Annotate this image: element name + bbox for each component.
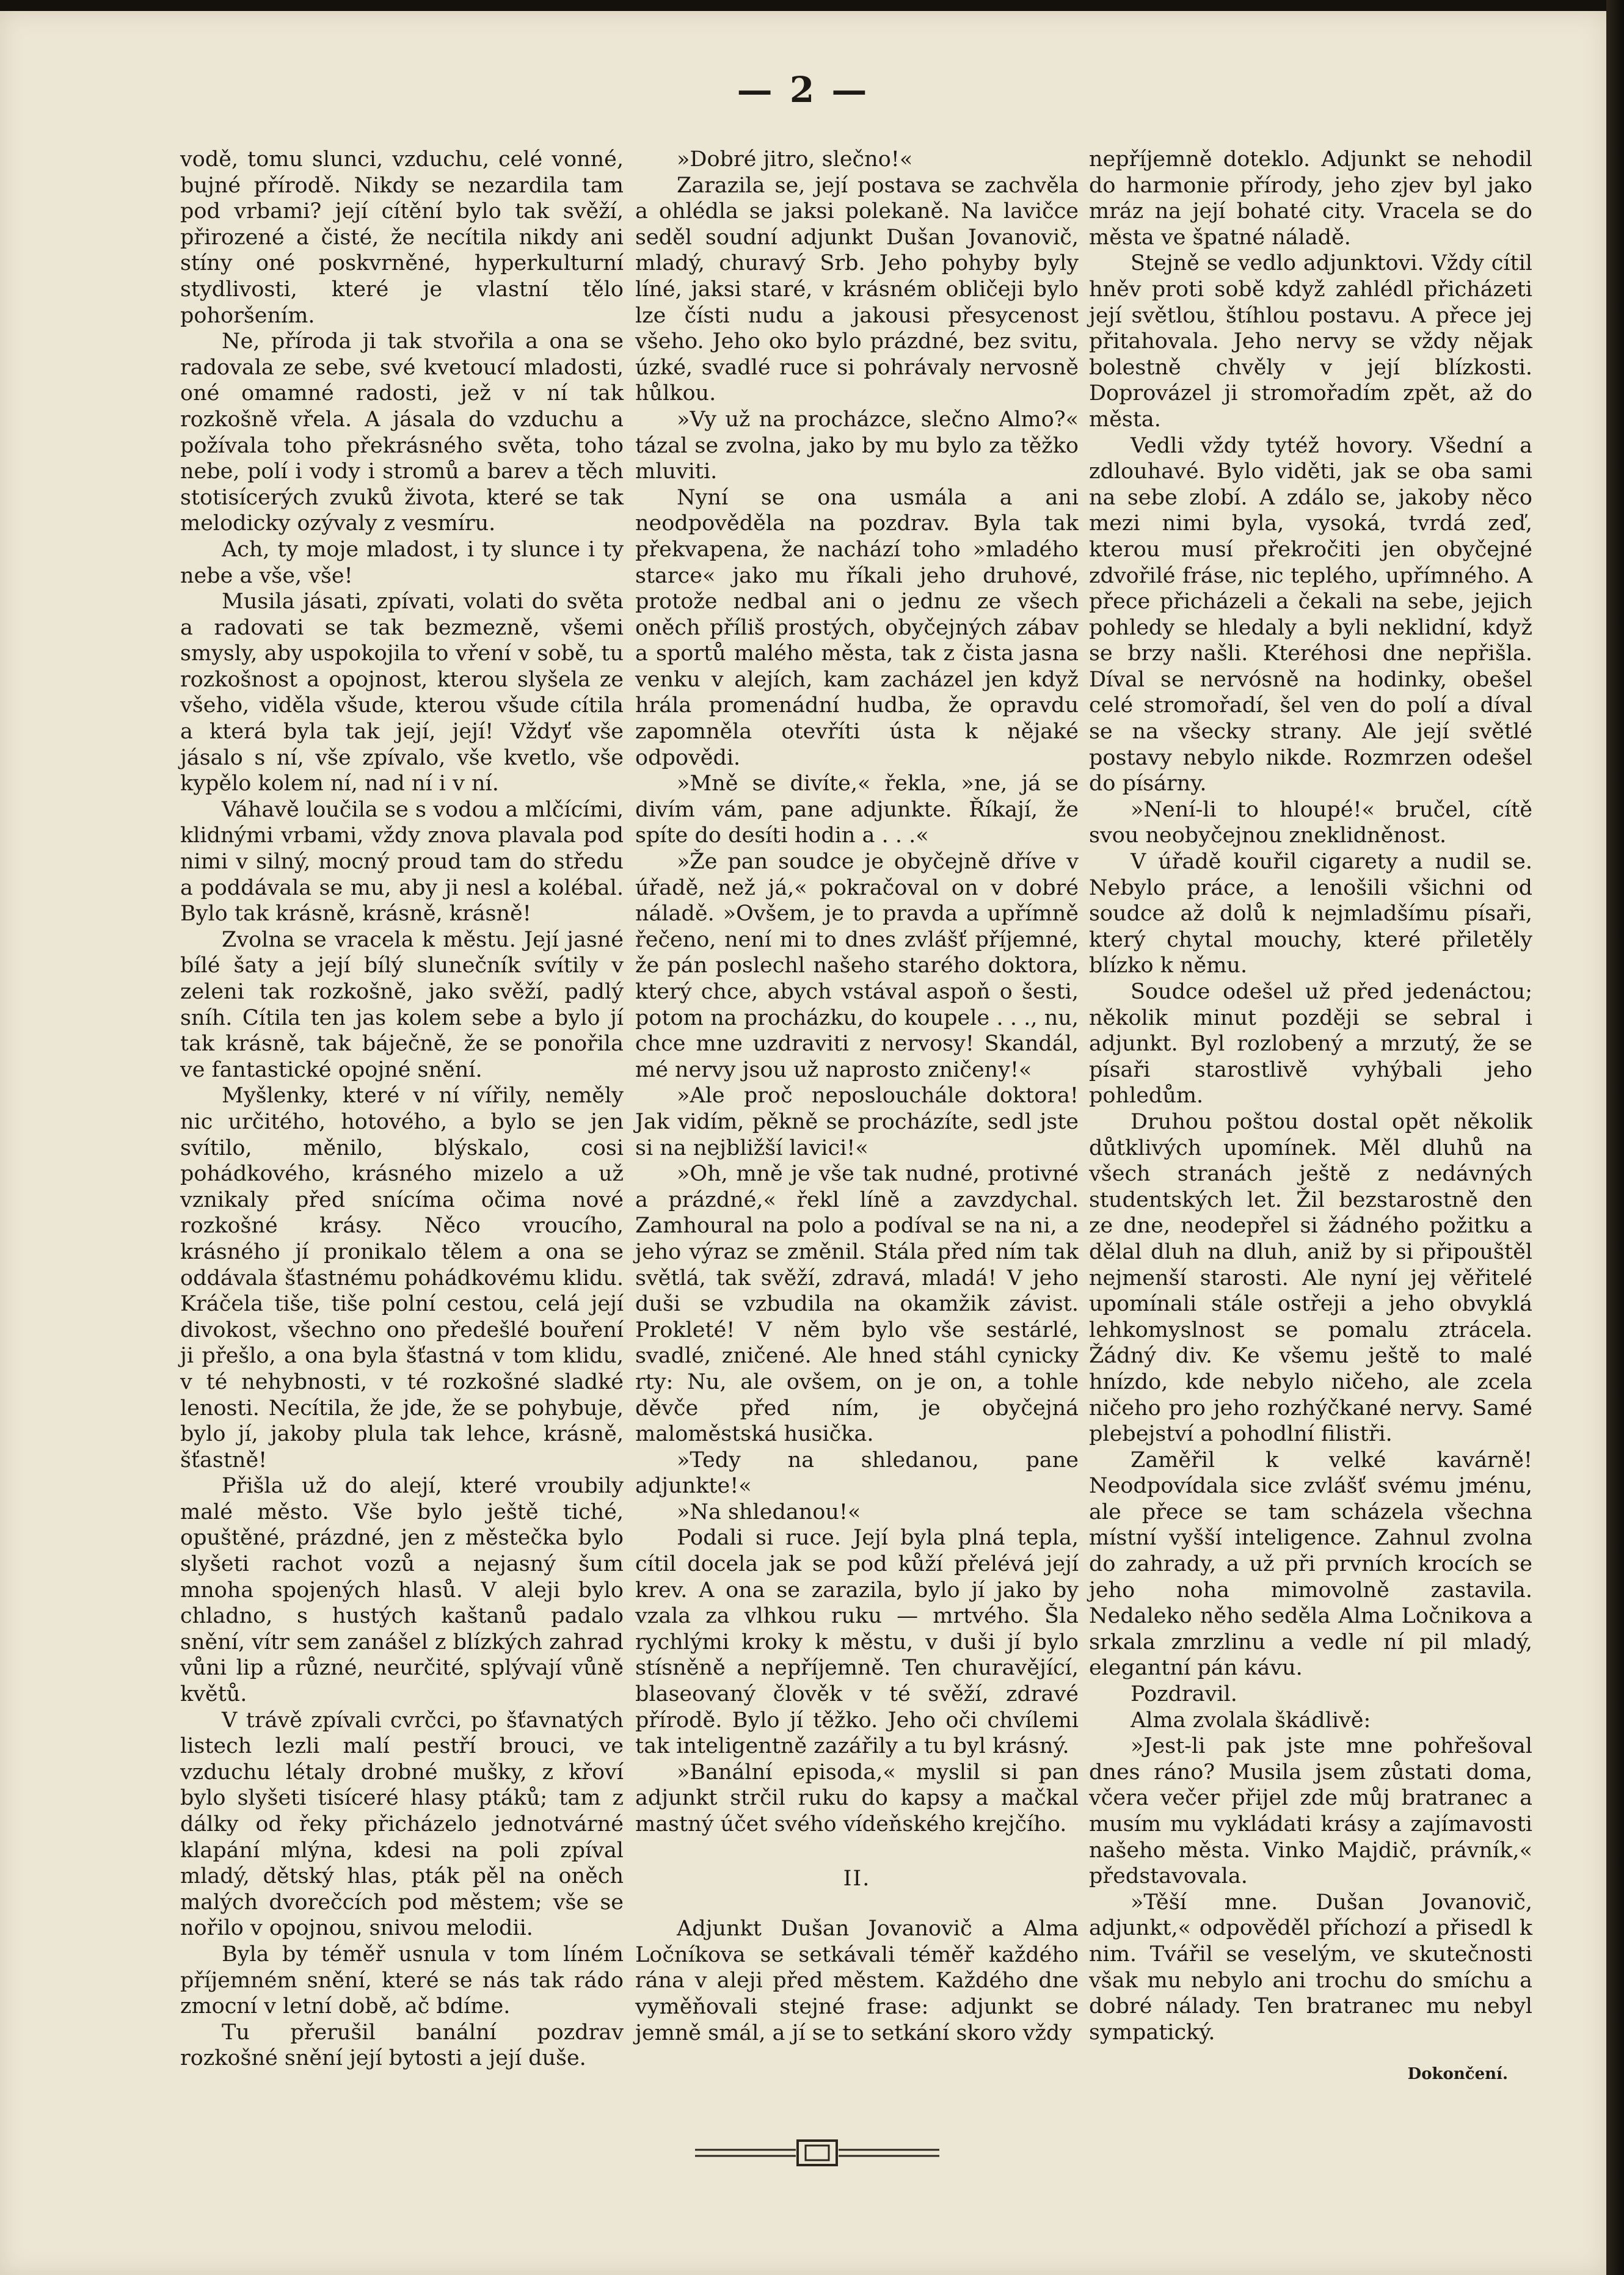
paragraph: Zaměřil k velké kavárně! Neodpovídala sice zvlášť svému jménu, ale přece se tam scházela všechna místní vyšší inteligence. Zahnul zvolna do zahrady, a už při prvních krocích se jeho noha mimovolně zastavila. Nedaleko něho seděla Alma Ločnikova a srkala zmrzlinu a vedle ní pil mladý, elegantní pán kávu. bbox=[1089, 1447, 1532, 1681]
paragraph: Zarazila se, její postava se zachvěla a ohlédla se jaksi polekaně. Na lavičce seděl soudní adjunkt Dušan Jovanovič, mladý, churavý Srb. Jeho pohyby byly líné, jaksi staré, v krásném obličeji bylo lze čísti nudu a jakousi přesycenost všeho. Jeho oko bylo prázdné, bez svitu, úzké, svadlé ruce si pohrávaly nervosně hůlkou. bbox=[635, 173, 1079, 406]
paragraph: nepříjemně doteklo. Adjunkt se nehodil do harmonie přírody, jeho zjev byl jako mráz na její bohaté city. Vracela se do města ve špatné náladě. bbox=[1089, 147, 1532, 250]
page-edge bbox=[1606, 0, 1624, 2275]
paragraph: Soudce odešel už před jedenáctou; několik minut později se sebral i adjunkt. Byl rozlobený a mrzutý, že se písaři starostlivě vyhýbali jeho pohledům. bbox=[1089, 980, 1532, 1108]
paragraph: Pozdravil. bbox=[1131, 1682, 1237, 1707]
newspaper-page bbox=[0, 11, 1606, 2275]
text-column-middle bbox=[635, 147, 1079, 2046]
paragraph: »Vy už na procházce, slečno Almo?« tázal se zvolna, jako by mu bylo za těžko mluviti. bbox=[635, 407, 1079, 484]
paragraph: vodě, tomu slunci, vzduchu, celé vonné, bujné přírodě. Nikdy se nezardila tam pod vrbami? její cítění bylo tak svěží, přirozené a čisté, že necítila nikdy ani stíny oné poskvrněné, hyperkulturní stydlivosti, které je vlastní tělo pohoršením. bbox=[180, 147, 624, 328]
paragraph: Podali si ruce. Její byla plná tepla, cítil docela jak se pod kůží přelévá její krev. A ona se zarazila, bylo jí jako by vzala za vlhkou ruku — mrtvého. Šla rychlými kroky k městu, v duši jí bylo stísněně a nepříjemně. Ten churavějící, blaseovaný člověk v té svěží, zdravé přírodě. Bylo jí těžko. Jeho oči chvílemi tak inteligentně zazářily a tu byl krásný. bbox=[635, 1526, 1079, 1759]
paragraph: Vedli vždy tytéž hovory. Všední a zdlouhavé. Bylo viděti, jak se oba sami na sebe zlobí. A zdálo se, jakoby něco mezi nimi byla, vysoká, tvrdá zeď, kterou musí překročiti jen obyčejné zdvořilé fráse, nic teplého, upřímného. A přece přicházeli a čekali na sebe, jejich pohledy se hledaly a byli neklidní, když se brzy našli. Kteréhosi dne nepřišla. Díval se nervósně na hodinky, obešel celé stromořadí, šel ven do polí a díval se na všecky strany. Ale její světlé postavy nebylo nikde. Rozmrzen odešel do písárny. bbox=[1089, 433, 1532, 796]
paragraph: Adjunkt Dušan Jovanovič a Alma Ločníkova se setkávali téměř každého rána v aleji před městem. Každého dne vyměňovali stejné frase: adjunkt se jemně smál, a jí se to setkání skoro vždy bbox=[635, 1916, 1079, 2045]
paragraph: Alma zvolala škádlivě: bbox=[1131, 1708, 1371, 1733]
paragraph: Tu přerušil banální pozdrav rozkošné snění její bytosti a její duše. bbox=[180, 2020, 624, 2071]
paragraph: V úřadě kouřil cigarety a nudil se. Nebylo práce, a lenošili všichni od soudce až dolů k nejmladšímu písaři, který chytal mouchy, které přiletěly blízko k němu. bbox=[1089, 850, 1532, 978]
paragraph: »Jest-li pak jste mne pohřešoval dnes ráno? Musila jsem zůstati doma, včera večer přijel zde můj bratranec a musím mu vykládati krásy a zajímavosti našeho města. Vinko Majdič, právník,« představovala. bbox=[1089, 1734, 1532, 1889]
paragraph: Druhou poštou dostal opět několik důtklivých upomínek. Měl dluhů na všech stranách ještě z nedávných studentských let. Žil bezstarostně den ze dne, neodepřel si žádného požitku a dělal dluh na dluh, aniž by si připouštěl nejmenší starosti. Ale nyní jej věřitelé upomínali stále ostřeji a jeho obvyklá lehkomyslnost se pomalu ztrácela. Žádný div. Ke všemu ještě to malé hnízdo, kde nebylo ničeho, ale zcela ničeho pro jeho rozhýčkané nervy. Samé plebejství a pohodlní filistři. bbox=[1089, 1109, 1532, 1447]
paragraph: Váhavě loučila se s vodou a mlčícími, klidnými vrbami, vždy znova plavala pod nimi v silný, mocný proud tam do středu a poddávala se mu, aby ji nesl a kolébal. Bylo tak krásně, krásně, krásně! bbox=[180, 797, 624, 926]
paragraph: »Banální episoda,« myslil si pan adjunkt strčil ruku do kapsy a mačkal mastný účet svého vídeňského krejčího. bbox=[635, 1760, 1079, 1836]
paragraph: »Tedy na shledanou, pane adjunkte!« bbox=[635, 1447, 1079, 1499]
paragraph: Stejně se vedlo adjunktovi. Vždy cítil hněv proti sobě když zahlédl přicházeti její světlou, štíhlou postavu. A přece jej přitahovala. Jeho nervy se vždy nějak bolestně chvěly v její blízkosti. Doprovázel ji stromořadím zpět, až do města. bbox=[1089, 251, 1532, 432]
paragraph: »Že pan soudce je obyčejně dříve v úřadě, než já,« pokračoval on v dobré náladě. »Ovšem, je to pravda a upřímně řečeno, není mi to dnes zvlášť příjemné, že pán poslechl našeho starého doktora, který chce, abych vstával aspoň o šesti, potom na procházku, do koupele . . ., nu, chce mne uzdraviti z nervosy! Skandál, mé nervy jsou už naprosto zničeny!« bbox=[635, 850, 1079, 1082]
paragraph: Nyní se ona usmála a ani neodpověděla na pozdrav. Byla tak překvapena, že nachází toho »mladého starce« jako mu říkali jeho druhové, protože nedbal ani o jednu ze všech oněch příliš prostých, obyčejných zábav a sportů malého města, tak z čista jasna venku v alejích, kam zacházel jen když hrála promenádní hudba, že opravdu zapomněla otevříti ústa k nějaké odpovědi. bbox=[635, 485, 1079, 770]
paragraph: »Mně se divíte,« řekla, »ne, já se divím vám, pane adjunkte. Říkají, že spíte do desíti hodin a . . .« bbox=[635, 771, 1079, 848]
paragraph: »Oh, mně je vše tak nudné, protivné a prázdné,« řekl líně a zavzdychal. Zamhoural na polo a podíval se na ni, a jeho výraz se změnil. Stála před ním tak světlá, tak svěží, zdravá, mladá! V jeho duši se vzbudila na okamžik závist. Prokleté! V něm bylo vše sestárlé, svadlé, zničené. Ale hned stáhl cynicky rty: Nu, ale ovšem, on je on, a tohle děvče před ním, je obyčejná maloměstská husička. bbox=[635, 1162, 1079, 1447]
paragraph: »Dobré jitro, slečno!« bbox=[677, 147, 913, 172]
paragraph: V trávě zpívali cvrčci, po šťavnatých listech lezli malí pestří brouci, ve vzduchu létaly drobné mušky, z křoví bylo slyšeti tisíceré hlasy ptáků; tam z dálky od řeky přicházelo jednotvárné klapání mlýna, kdesi na poli zpíval mladý, dětský hlas, pták pěl na oněch malých dvorečcích pod městem; vše se nořilo v opojnou, snivou melodii. bbox=[180, 1708, 624, 1941]
paragraph: Musila jásati, zpívati, volati do světa a radovati se tak bezmezně, všemi smysly, aby uspokojila to vření v sobě, tu rozkošnost a opojnost, kterou slyšela ze všeho, viděla všude, kterou všude cítila a která byla tak její, její! Vždyť vše jásalo s ní, vše zpívalo, vše kvetlo, vše kypělo kolem ní, nad ní i v ní. bbox=[180, 589, 624, 796]
paragraph: »Není-li to hloupé!« bručel, cítě svou neobyčejnou zneklidněnost. bbox=[1089, 797, 1532, 848]
paragraph: Byla by téměř usnula v tom líném příjemném snění, které se nás tak rádo zmocní v letní době, ač bdíme. bbox=[180, 1942, 624, 2019]
paragraph: Ne, příroda ji tak stvořila a ona se radovala ze sebe, své kvetoucí mladosti, oné omamné radosti, jež v ní tak rozkošně vřela. A jásala do vzduchu a požívala toho překrásného světa, toho nebe, polí i vody i stromů a barev a těch stotisícerých zvuků života, které se tak melodicky ozývaly z vesmíru. bbox=[180, 329, 624, 536]
paragraph: Přišla už do alejí, které vroubily malé město. Vše bylo ještě tiché, opuštěné, prázdné, jen z městečka bylo slyšeti rachot vozů a nejasný šum mnoha spojených hlasů. V aleji bylo chladno, s hustých kaštanů padalo snění, vítr sem zanášel z blízkých zahrad vůni lip a různé, neurčité, splývají vůně květů. bbox=[180, 1474, 624, 1707]
continuation-note: Dokončení. bbox=[1407, 2065, 1508, 2084]
section-heading: II. bbox=[843, 1866, 871, 1891]
text-column-right bbox=[1089, 147, 1532, 2088]
ornament-divider-icon bbox=[695, 2139, 939, 2167]
page-number: — 2 — bbox=[737, 69, 870, 111]
paragraph: »Ale proč neposlouchále doktora! Jak vidím, pěkně se procházíte, sedl jste si na nejbližší lavici!« bbox=[635, 1083, 1079, 1160]
text-column-left bbox=[180, 147, 624, 2072]
paragraph: Myšlenky, které v ní vířily, neměly nic určitého, hotového, a bylo se jen svítilo, měnilo, blýskalo, cosi pohádkového, krásného mizelo a už vznikaly před snícíma očima nové rozkošné krásy. Něco vroucího, krásného jí pronikalo tělem a ona se oddávala šťastnému pohádkovému klidu. Kráčela tiše, tiše polní cestou, celá její divokost, všechno ono předešlé bouření ji přešlo, a ona byla šťastná v tom klidu, v té nehybnosti, v té rozkošné sladké lenosti. Necítila, že jde, že se pohybuje, bylo jí, jakoby plula tak lehce, krásně, šťastně! bbox=[180, 1083, 624, 1472]
paragraph: »Těší mne. Dušan Jovanovič, adjunkt,« odpověděl příchozí a přisedl k nim. Tvářil se veselým, ve skutečnosti však mu nebylo ani trochu do smíchu a dobré nálady. Ten bratranec mu nebyl sympatický. bbox=[1089, 1890, 1532, 2045]
paragraph: Zvolna se vracela k městu. Její jasné bílé šaty a její bílý slunečník svítily v zeleni tak rozkošně, jako svěží, padlý sníh. Cítila ten jas kolem sebe a bylo jí tak krásně, tak báječně, že se ponořila ve fantastické opojné snění. bbox=[180, 927, 624, 1082]
paragraph: Ach, ty moje mladost, i ty slunce i ty nebe a vše, vše! bbox=[180, 537, 624, 588]
paragraph: »Na shledanou!« bbox=[677, 1499, 861, 1524]
